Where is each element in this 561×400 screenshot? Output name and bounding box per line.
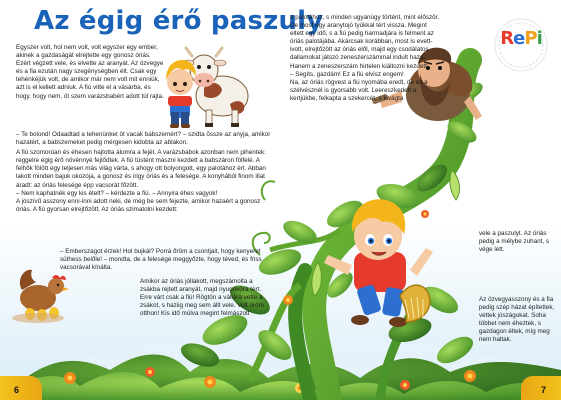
paragraph: vele a paszulyt. Az óriás pedig a mélybe zuhant, s vége lett. xyxy=(479,230,550,254)
paragraph: Egyszer volt, hol nem volt, volt egyszer egy ember, akinek a gazdaságát elrejtette egy gonosz óriás. Ezért végzett vele, és elvette az aranyát. Az özvegye és a fia ezután nagy szegénységben élt. Csak egy tehénkéjük volt, de amikor már nem volt mit enniük, azt is el kellett adniuk. A fiú vitte el a vásárba, és hogy, hogy nem, öt szem varázsbabért adott túl rajta. xyxy=(16,44,164,100)
paragraph: a palotához, s minden ugyanúgy történt, mint először. De most egy aranytojó tyúkkal tért vissza. Megint eltett egy idő, s a fiú pedig harmadjára is felment az óriás palotájába. Akárcsak korábban, most is evett-ivott, elrejtőzött az óriás elől, majd egy csodálatos dallamokat játszó zeneszerszámmal indult haza. Hanem a zeneszerszám hirtelen kiáltozni kezdett: xyxy=(290,14,440,70)
left-paragraph-1 xyxy=(16,44,164,101)
story-title: Az égig érő paszuly xyxy=(34,6,324,36)
paragraph: A jószívű asszony enni-inni adott neki, de még be sem fejezte, amikor hazaért a gonosz óriás. A fiú gyorsan elrejtőzött. Az óriás szimatolni kezdett: xyxy=(16,197,261,213)
page-number-right: 7 xyxy=(541,385,547,395)
right-text-block-2 xyxy=(479,230,559,254)
paragraph: – Nem kaphatnék egy kis ételt? – kérdezte a fiú. – Annyira éhes vagyok! xyxy=(16,189,218,197)
left-text-block-3 xyxy=(60,248,274,272)
right-text-block-1 xyxy=(290,14,440,103)
left-text-block-4 xyxy=(140,278,274,318)
paragraph: – Te bolond! Odaadtad a tehenünket öt vacak babszemért? – szidta össze az anyja, amikor hazatért, a babszemeket pedig mérgesen kidobta az ablakon. xyxy=(16,131,271,147)
page-number-left: 6 xyxy=(14,385,20,395)
right-text-block-3 xyxy=(479,296,559,345)
paragraph: Amikor az óriás jóllakott, megszámolta a zsákba rejtett aranyát, majd nyugovóra tért. Erre várt csak a fiú! Rögtön a vállára vette a zsákot, s haziig meg sem állt vele. Volt öröm otthon! Kis idő múlva megint felmászott xyxy=(140,278,264,318)
paragraph: – Emberszagot érzek! Hol bujkál? Porrá őröm a csontjait, hogy kenyeret süthess belőle! – mondta, de a felesége meggyőzte, hogy téved, és friss vacsorával kínálta. xyxy=(60,248,262,272)
paragraph: – Segíts, gazdám! Ez a fiú elvisz engem! xyxy=(290,70,404,78)
brand-logo-text: RePi xyxy=(500,28,542,49)
paragraph: Az özvegyasszony és a fia pedig szép házat építettek, vettek jószágokat. Soha többet nem éheztek, s gazdagon éltek, míg meg nem haltak. xyxy=(479,296,555,344)
left-text-block-2 xyxy=(16,131,274,214)
paragraph: A fiú szomorúan és éhesen hajtotta álomra a fejét. A varázsbabok azonban nem pihentek: reggelre égig érő növénnyé fejlődtek. A fiú tüstént mászni kezdett a babszáron fölfelé. A felhők fölött egy teljesen más világ várta, s ahogy ott bolyongott, egy palotához ért. Abban lakott minden bajuk okozója, a gonosz és irigy óriás és a felesége. A konyhából finom illat áradt: az óriás felesége épp vacsorát főzött. xyxy=(16,149,266,189)
paragraph: Na, az óriás rögvest a fiú nyomába eredt, de az a szélvésznél is gyorsabb volt. Leereszkedett a kertjükbe, felkapta a szekercét, s kivágta xyxy=(290,78,428,102)
page-corner-tab-left xyxy=(0,376,42,400)
